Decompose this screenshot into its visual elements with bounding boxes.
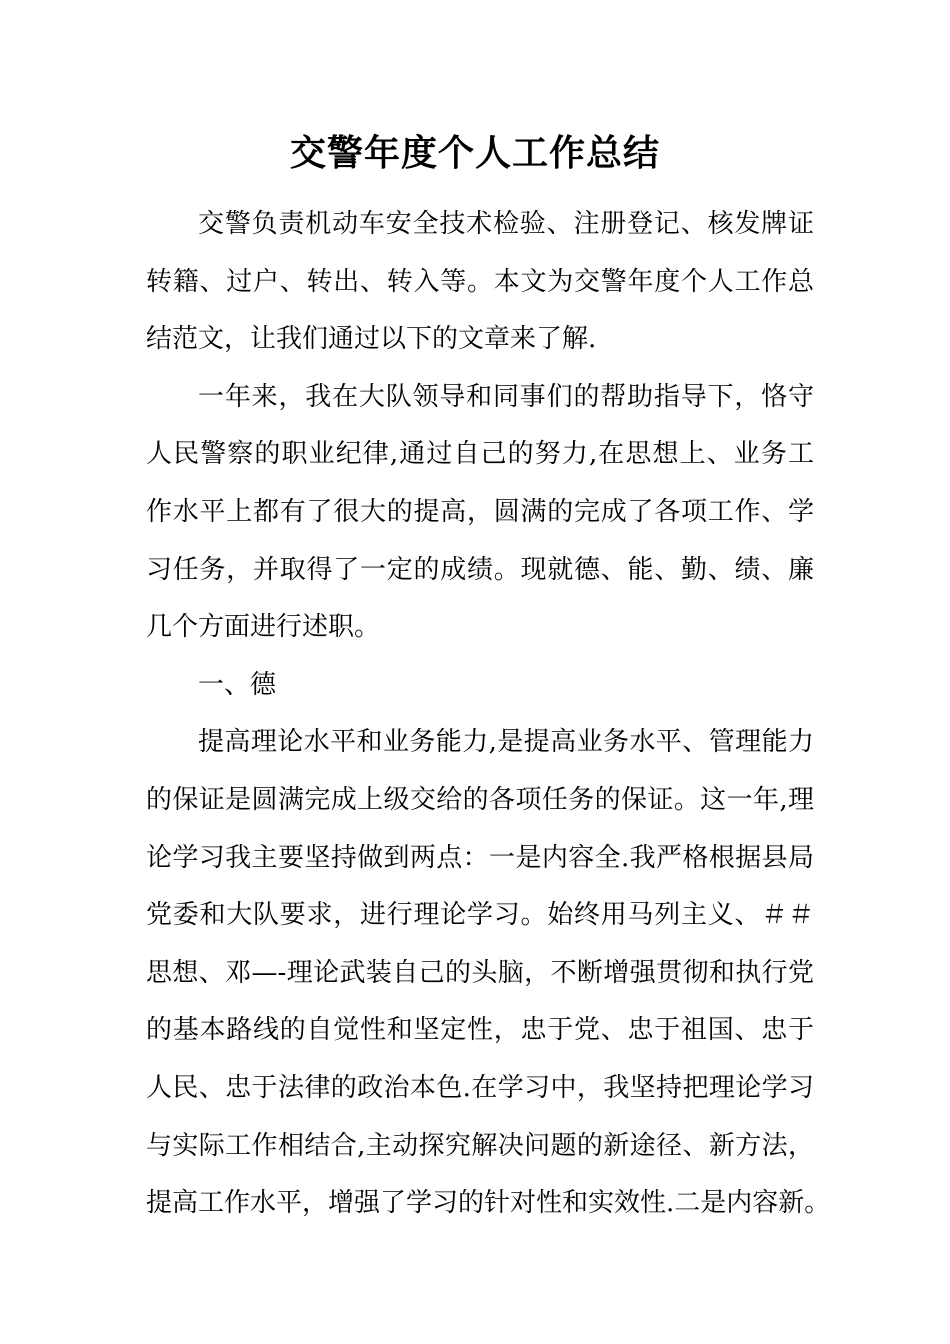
paragraph-2-line-5: 几个方面进行述职。 (146, 612, 381, 643)
paragraph-2-line-1: 一年来，我在大队领导和同事们的帮助指导下，恪守 (198, 381, 814, 412)
paragraph-2-line-2: 人民警察的职业纪律,通过自己的努力,在思想上、业务工 (146, 439, 814, 470)
paragraph-3-line-9: 提高工作水平，增强了学习的针对性和实效性.二是内容新。 (146, 1188, 831, 1219)
section-heading-de: 一、德 (198, 669, 277, 700)
paragraph-3-line-2: 的保证是圆满完成上级交给的各项任务的保证。这一年,理 (146, 784, 814, 815)
paragraph-3-line-4: 党委和大队要求，进行理论学习。始终用马列主义、＃＃ (146, 900, 814, 931)
paragraph-2-line-3: 作水平上都有了很大的提高，圆满的完成了各项工作、学 (146, 496, 814, 527)
paragraph-1-line-1: 交警负责机动车安全技术检验、注册登记、核发牌证 (198, 209, 814, 239)
document-body (146, 196, 831, 1233)
paragraph-3-line-8: 与实际工作相结合,主动探究解决问题的新途径、新方法， (146, 1130, 814, 1161)
paragraph-3-line-5: 思想、邓—-理论武装自己的头脑，不断增强贯彻和执行党 (146, 957, 814, 988)
paragraph-3-line-6: 的基本路线的自觉性和坚定性，忠于党、忠于祖国、忠于 (146, 1015, 814, 1046)
paragraph-3-line-1: 提高理论水平和业务能力,是提高业务水平、管理能力 (198, 727, 814, 758)
paragraph-1-line-3: 结范文，让我们通过以下的文章来了解. (146, 324, 597, 355)
paragraph-3-line-7: 人民、忠于法律的政治本色.在学习中，我坚持把理论学习 (146, 1072, 814, 1103)
document-title: 交警年度个人工作总结 (289, 132, 660, 174)
paragraph-2-line-4: 习任务，并取得了一定的成绩。现就德、能、勤、绩、廉 (146, 554, 814, 585)
paragraph-1-line-2: 转籍、过户、转出、转入等。本文为交警年度个人工作总 (146, 266, 814, 297)
paragraph-3-line-3: 论学习我主要坚持做到两点：一是内容全.我严格根据县局 (146, 842, 814, 873)
